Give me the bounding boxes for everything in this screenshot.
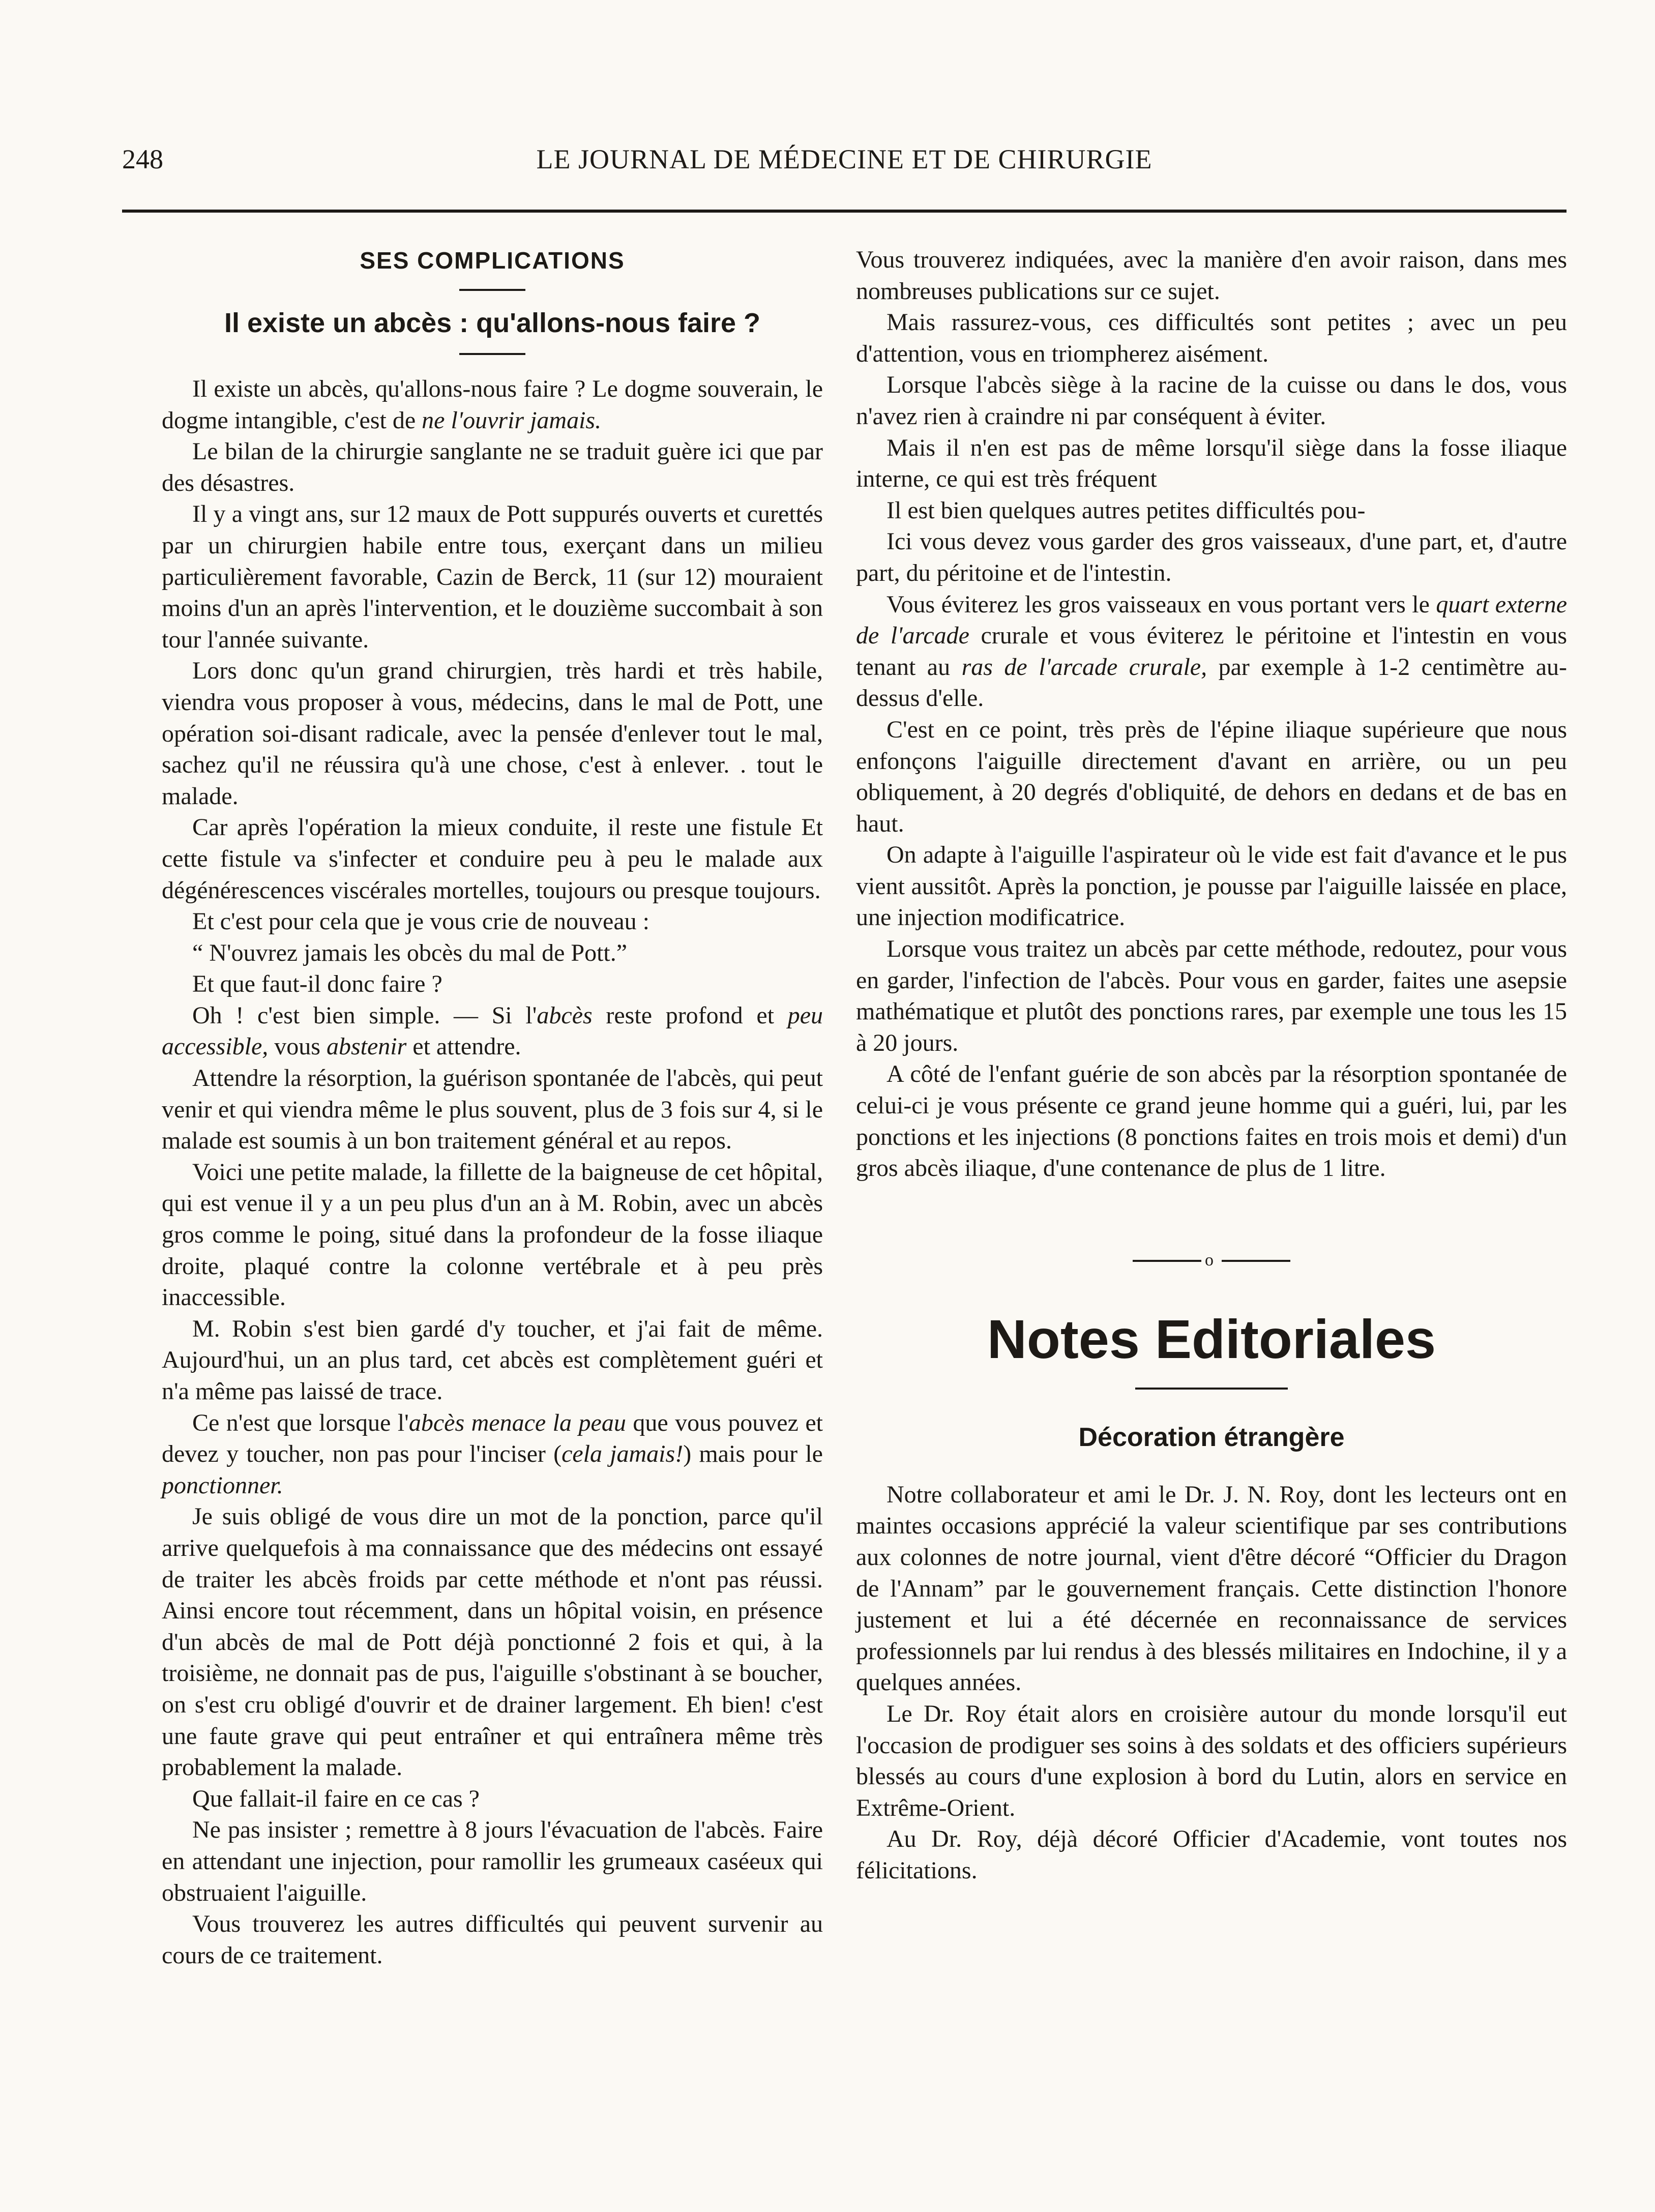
- header-rule: [122, 210, 1567, 213]
- editorial-subtitle: Décoration étrangère: [1078, 1422, 1345, 1452]
- divider-line-right: [1222, 1260, 1290, 1262]
- journal-title: LE JOURNAL DE MÉDECINE ET DE CHIRURGIE: [536, 144, 1152, 174]
- paragraph: Et c'est pour cela que je vous crie de nouveau :: [192, 908, 649, 935]
- paragraph: Il y a vingt ans, sur 12 maux de Pott suppurés ouverts et curettés par un chirurgien habile entre tous, exerçant dans un milieu particulièrement favorable, Cazin de Berck, 11 (sur 12) mouraient moins d'un an après l'intervention, et le douzième succombait à son tour l'année suivante.: [162, 500, 823, 653]
- section-subtitle: Il existe un abcès : qu'allons-nous faire ?: [224, 308, 761, 338]
- paragraph: Que fallait-il faire en ce cas ?: [192, 1785, 480, 1812]
- page-number: 248: [122, 144, 163, 174]
- paragraph: Vous trouverez indiquées, avec la manière d'en avoir raison, dans mes nombreuses publications sur ce sujet.: [856, 246, 1567, 305]
- paragraph: Ne pas insister ; remettre à 8 jours l'évacuation de l'abcès. Faire en attendant une injection, pour ramollir les grumeaux caséeux qui obstruaient l'aiguille.: [162, 1816, 823, 1906]
- paragraph: On adapte à l'aiguille l'aspirateur où le vide est fait d'avance et le pus vient aussitôt. Après la ponction, je pousse par l'aiguille laissée en place, une injection modificatrice.: [856, 841, 1567, 931]
- paragraph: Le bilan de la chirurgie sanglante ne se traduit guère ici que par des désastres.: [162, 438, 823, 496]
- quote: “ N'ouvrez jamais les obcès du mal de Pott.”: [192, 939, 628, 966]
- paragraph: Et que faut-il donc faire ?: [192, 970, 442, 998]
- paragraph: Lorsque l'abcès siège à la racine de la cuisse ou dans le dos, vous n'avez rien à craindre ni par conséquent à éviter.: [856, 371, 1567, 430]
- paragraph: Mais il n'en est pas de même lorsqu'il siège dans la fosse iliaque interne, ce qui est très fréquent: [856, 434, 1567, 493]
- paragraph: Le Dr. Roy était alors en croisière autour du monde lorsqu'il eut l'occasion de prodiguer ses soins à des soldats et des officiers supérieurs blessés au cours d'une explosion à bord du Lutin, alors en service en Extrême-Orient.: [856, 1700, 1567, 1821]
- editorial-title: Notes Editoriales: [987, 1308, 1436, 1370]
- divider-line-left: [1133, 1260, 1201, 1262]
- paragraph: Lors donc qu'un grand chirurgien, très hardi et très habile, viendra vous proposer à vous, médecins, dans le mal de Pott, une opération soi-disant radicale, avec la pensée d'enlever tout le mal, sachez qu'il ne réussira qu'à une chose, c'est à enlever. . tout le malade.: [162, 657, 823, 810]
- divider-mark: o: [1205, 1250, 1214, 1270]
- section-divider: [1133, 1250, 1290, 1271]
- running-header: [122, 143, 1567, 179]
- paragraph: Mais rassurez-vous, ces difficultés sont petites ; avec un peu d'attention, vous en triompherez aisément.: [856, 309, 1567, 367]
- paragraph: Vous éviterez les gros vaisseaux en vous portant vers le quart externe de l'arcade crurale et vous éviterez le péritoine et l'intestin en vous tenant au ras de l'arcade crurale, par exemple à 1-2 centimètre au-dessus d'elle.: [856, 591, 1568, 712]
- paragraph: Il est bien quelques autres petites difficultés pou-: [886, 496, 1366, 524]
- paragraph: Car après l'opération la mieux conduite, il reste une fistule Et cette fistule va s'infecter et conduire peu à peu le malade aux dégénérescences viscérales mortelles, toujours ou presque toujours.: [162, 814, 823, 904]
- paragraph: Attendre la résorption, la guérison spontanée de l'abcès, qui peut venir et qui viendra même le plus souvent, plus de 3 fois sur 4, si le malade est soumis à un bon traitement général et au repos.: [162, 1065, 823, 1155]
- paragraph: Ici vous devez vous garder des gros vaisseaux, d'une part, et, d'autre part, du péritoine et de l'intestin.: [856, 528, 1567, 586]
- editorial-rule: [1135, 1388, 1288, 1390]
- paragraph: Il existe un abcès, qu'allons-nous faire ? Le dogme souverain, le dogme intangible, c'est de ne l'ouvrir jamais.: [162, 375, 823, 434]
- paragraph: Notre collaborateur et ami le Dr. J. N. Roy, dont les lecteurs ont en maintes occasions apprécié la valeur scientifique par ses contributions aux colonnes de notre journal, vient d'être décoré “Officier du Dragon de l'Annam” par le gouvernement français. Cette distinction l'honore justement et lui a été décernée en reconnaissance de services professionnels par lui rendus à des blessés militaires en Indochine, il y a quelques années.: [856, 1481, 1567, 1696]
- paragraph: Vous trouverez les autres difficultés qui peuvent survenir au cours de ce traitement.: [162, 1910, 823, 1969]
- paragraph: Je suis obligé de vous dire un mot de la ponction, parce qu'il arrive quelquefois à ma connaissance que des médecins ont essayé de traiter les abcès froids par cette méthode et n'ont pas réussi. Ainsi encore tout récemment, dans un hôpital voisin, en présence d'un abcès de mal de Pott déjà ponctionné 2 fois et qui, à la troisième, ne donnait pas de pus, l'aiguille s'obstinant à se boucher, on s'est cru obligé d'ouvrir et de drainer largement. Eh bien! c'est une faute grave qui peut entraîner et qui entraînera même très probablement la malade.: [162, 1503, 823, 1781]
- subtitle-rule: [459, 353, 525, 355]
- paragraph: M. Robin s'est bien gardé d'y toucher, et j'ai fait de même. Aujourd'hui, un an plus tard, cet abcès est complètement guéri et n'a même pas laissé de trace.: [162, 1315, 823, 1405]
- section-rule: [459, 289, 525, 291]
- paragraph: Ce n'est que lorsque l'abcès menace la peau que vous pouvez et devez y toucher, non pas pour l'inciser (cela jamais!) mais pour le ponctionner.: [162, 1409, 823, 1499]
- paragraph: Voici une petite malade, la fillette de la baigneuse de cet hôpital, qui est venue il y a un peu plus d'un an à M. Robin, avec un abcès gros comme le poing, situé dans la profondeur de la fosse iliaque droite, plaqué contre la colonne vertébrale et à peu près inaccessible.: [162, 1158, 823, 1311]
- paragraph: C'est en ce point, très près de l'épine iliaque supérieure que nous enfonçons l'aiguille directement d'avant en arrière, ou un peu obliquement, à 20 degrés d'obliquité, de dehors en dedans et de bas en haut.: [856, 716, 1567, 837]
- left-column: [162, 244, 823, 1971]
- paragraph: Lorsque vous traitez un abcès par cette méthode, redoutez, pour vous en garder, l'infection de l'abcès. Pour vous en garder, faites une asepsie mathématique et plutôt des ponctions rares, par exemple une tous les 15 à 20 jours.: [856, 935, 1567, 1056]
- right-column: [856, 244, 1567, 1886]
- section-title: SES COMPLICATIONS: [360, 247, 625, 274]
- paragraph: Au Dr. Roy, déjà décoré Officier d'Academie, vont toutes nos félicitations.: [856, 1825, 1567, 1884]
- paragraph: A côté de l'enfant guérie de son abcès par la résorption spontanée de celui-ci je vous présente ce grand jeune homme qui a guéri, lui, par les ponctions et les injections (8 ponctions faites en trois mois et demi) d'un gros abcès iliaque, d'une contenance de plus de 1 litre.: [856, 1060, 1567, 1182]
- paragraph: Oh ! c'est bien simple. — Si l'abcès reste profond et peu accessible, vous abstenir et attendre.: [162, 1001, 823, 1060]
